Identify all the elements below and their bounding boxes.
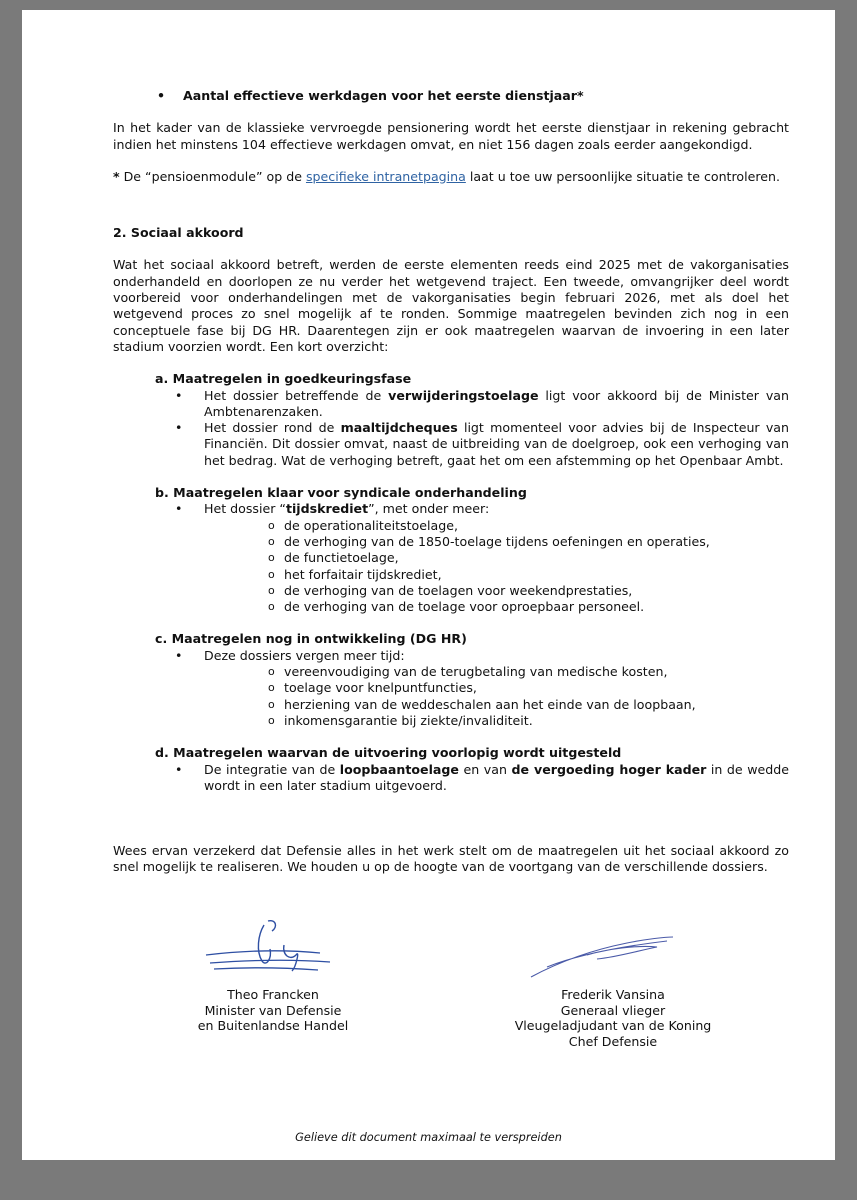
bullet-icon: • — [157, 88, 166, 103]
list-item: • Deze dossiers vergen meer tijd: o vereenvoudiging van de terugbetaling van medische kosten, o toelage voor knelpuntfuncties, o herziening van de weddeschalen aan het einde van de loopbaan, o inkomensgarantie bij ziekte/invaliditeit. — [165, 648, 789, 729]
list-item: • Het dossier rond de maaltijdcheques ligt momenteel voor advies bij de Inspecteur van Financiën. Dit dossier omvat, naast de uitbreiding van de doelgroep, ook een verhoging van het bedrag. Wat de verhoging betreft, gaat het om een afstemming op het Openbaar Ambt. — [165, 420, 789, 469]
sub-list-item: o inkomensgarantie bij ziekte/invaliditeit. — [268, 713, 789, 729]
signature-left: Theo Francken Minister van Defensie en Buitenlandse Handel — [197, 987, 349, 1033]
sub-list-item: o de functietoelage, — [268, 550, 789, 566]
signature-left-icon — [200, 915, 340, 977]
sub-list-item: o het forfaitair tijdskrediet, — [268, 567, 789, 583]
sub-list-item: o de verhoging van de toelage voor oproepbaar personeel. — [268, 599, 789, 615]
subsection-c-title: c. Maatregelen nog in ontwikkeling (DG HR) — [155, 631, 467, 647]
list-item: • De integratie van de loopbaantoelage en van de vergoeding hoger kader in de wedde wordt in een later stadium uitgevoerd. — [165, 762, 789, 795]
sub-list-item: o de operationaliteitstoelage, — [268, 518, 789, 534]
sub-list — [204, 664, 789, 729]
subsection-a-list — [113, 388, 789, 469]
document-body — [113, 88, 789, 876]
signature-block — [22, 915, 835, 1055]
list-item: • Het dossier “tijdskrediet”, met onder meer: o de operationaliteitstoelage, o de verhoging van de 1850-toelage tijdens oefeningen en operaties, o de functietoelage, o het forfaitair tijdskrediet, o de verhoging van de toelagen voor weekendprestaties, o de verhoging van de toelage voor oproepbaar personeel. — [165, 501, 789, 615]
subsection-a-title: a. Maatregelen in goedkeuringsfase — [155, 371, 412, 387]
sub-list-item: o herziening van de weddeschalen aan het einde van de loopbaan, — [268, 697, 789, 713]
section-title: 2. Sociaal akkoord — [113, 225, 244, 241]
closing-paragraph: Wees ervan verzekerd dat Defensie alles in het werk stelt om de maatregelen uit het sociaal akkoord zo snel mogelijk te realiseren. We houden u op de hoogte van de voortgang van de verschillende dossiers. — [113, 843, 789, 875]
pension-module-note: * De “pensioenmodule” op de specifieke intranetpagina laat u toe uw persoonlijke situatie te controleren. — [113, 168, 780, 184]
subsection-a — [155, 371, 789, 387]
subsection-d — [155, 745, 789, 761]
intranet-link[interactable]: specifieke intranetpagina — [305, 168, 466, 184]
subsection-b-title: b. Maatregelen klaar voor syndicale onderhandeling — [155, 485, 527, 501]
subsection-c-list — [113, 648, 789, 729]
first-year-paragraph: In het kader van de klassieke vervroegde pensionering wordt het eerste dienstjaar in rekening gebracht indien het minstens 104 effectieve werkdagen omvat, en niet 156 dagen zoals eerder aangekondigd. — [113, 120, 789, 152]
sub-list-item: o de verhoging van de 1850-toelage tijdens oefeningen en operaties, — [268, 534, 789, 550]
subsection-d-title: d. Maatregelen waarvan de uitvoering voorlopig wordt uitgesteld — [155, 745, 622, 761]
subsection-c — [155, 631, 789, 647]
section-intro: Wat het sociaal akkoord betreft, werden de eerste elementen reeds eind 2025 met de vakorganisaties onderhandeld en doorlopen ze nu verder het wetgevend traject. Een tweede, omvangrijker deel wordt voorbereid voor onderhandelingen met de vakorganisaties begin februari 2026, met als doel het wetgevend proces zo snel mogelijk af te ronden. Sommige maatregelen bevinden zich nog in een conceptuele fase bij DG HR. Daarentegen zijn er ook maatregelen waarvan de invoering in een later stadium voorzien wordt. Een kort overzicht: — [113, 257, 789, 354]
signature-right: Frederik Vansina Generaal vlieger Vleugeladjudant van de Koning Chef Defensie — [514, 987, 712, 1049]
sub-list-item: o vereenvoudiging van de terugbetaling van medische kosten, — [268, 664, 789, 680]
subsection-b — [155, 485, 789, 501]
list-item: • Het dossier betreffende de verwijderingstoelage ligt voor akkoord bij de Minister van Ambtenarenzaken. — [165, 388, 789, 421]
signature-right-icon — [527, 923, 677, 981]
sub-list — [204, 518, 789, 616]
subsection-d-list — [113, 762, 789, 795]
subsection-b-list — [113, 501, 789, 615]
document-page — [22, 10, 835, 1160]
footer-note: Gelieve dit document maximaal te verspreiden — [295, 1131, 562, 1144]
first-year-heading: • Aantal effectieve werkdagen voor het eerste dienstjaar* — [157, 88, 584, 103]
sub-list-item: o toelage voor knelpuntfuncties, — [268, 680, 789, 696]
sub-list-item: o de verhoging van de toelagen voor weekendprestaties, — [268, 583, 789, 599]
